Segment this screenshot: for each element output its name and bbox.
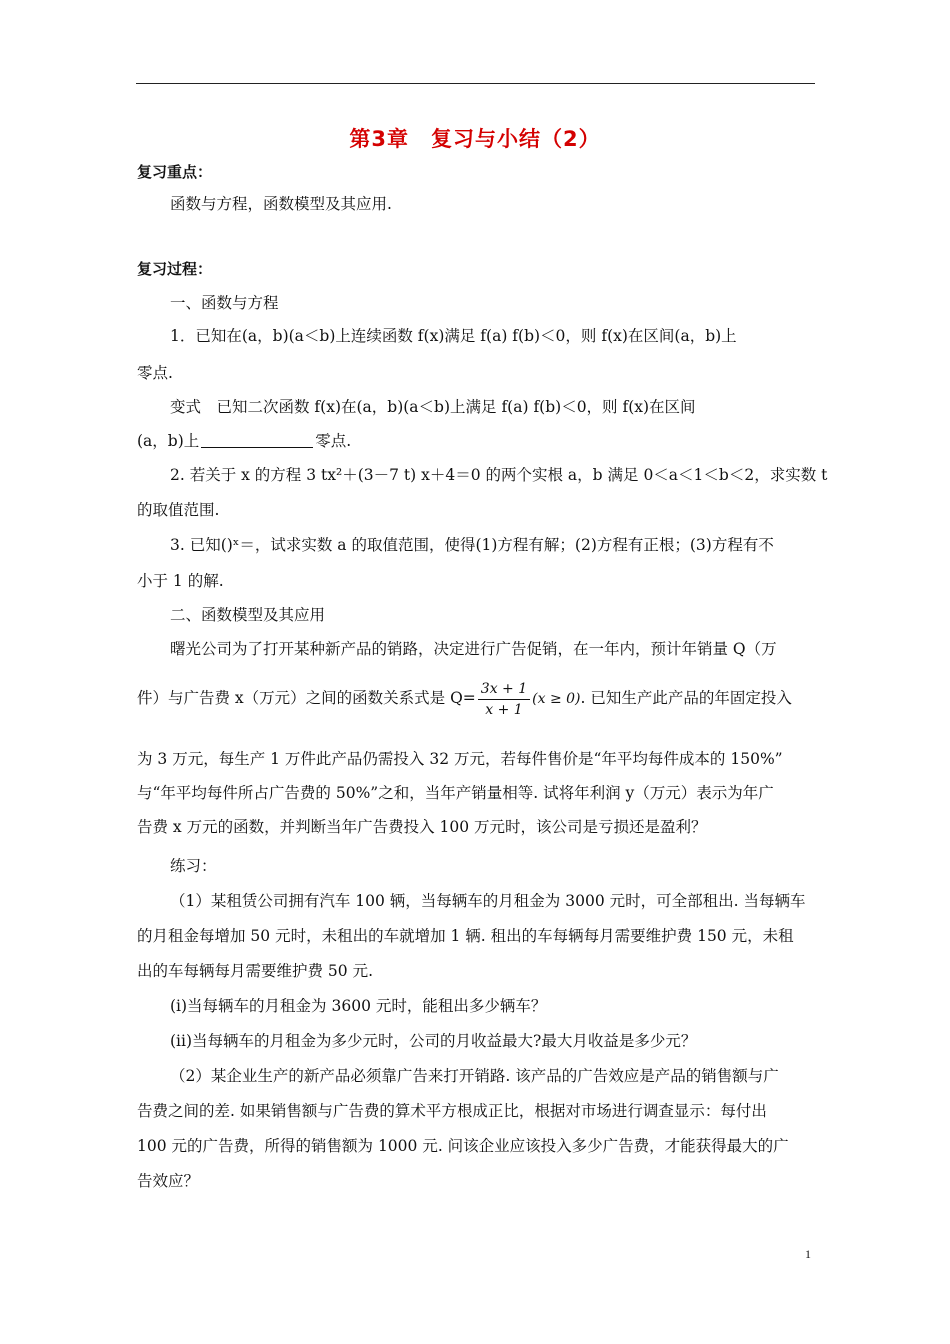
exercise-1-part-ii: (ii)当每辆车的月租金为多少元时，公司的月收益最大?最大月收益是多少元？ [170, 1032, 697, 1050]
section1-heading: 一、函数与方程 [170, 294, 279, 312]
question-1-line1: 1．已知在(a，b)(a＜b)上连续函数 f(x)满足 f(a) f(b)＜0，则 f(x)在区间(a，b)上 [170, 327, 737, 345]
focus-text: 函数与方程，函数模型及其应用. [170, 195, 392, 213]
formula-suffix: . 已知生产此产品的年固定投入 [580, 689, 792, 707]
question-3-line2: 小于 1 的解. [137, 572, 224, 590]
process-heading: 复习过程： [137, 260, 213, 278]
section2-heading: 二、函数模型及其应用 [170, 606, 326, 624]
formula-fraction [478, 679, 530, 720]
question-2-line2: 的取值范围. [137, 501, 220, 519]
question-1-line2: 零点. [137, 364, 173, 382]
variant-line2-prefix: (a，b)上 [137, 432, 200, 450]
answer-blank [201, 431, 313, 448]
exercise-2-line1: （2）某企业生产的新产品必须靠广告来打开销路. 该产品的广告效应是产品的销售额与广 [170, 1067, 779, 1085]
formula-prefix: 件）与广告费 x（万元）之间的函数关系式是 Q= [137, 689, 476, 707]
exercise-2-line2: 告费之间的差. 如果销售额与广告费的算术平方根成正比，根据对市场进行调查显示：每付出 [137, 1102, 767, 1120]
fraction-numerator: 3x + 1 [478, 679, 530, 700]
page-number: 1 [805, 1247, 811, 1261]
exercise-1-line3: 出的车每辆每月需要维护费 50 元. [137, 962, 374, 980]
section2-para-line1: 曙光公司为了打开某种新产品的销路，决定进行广告促销，在一年内，预计年销量 Q（万 [170, 640, 777, 658]
section2-para-line2 [137, 676, 817, 721]
page-title: 第3章 复习与小结（2） [349, 127, 601, 151]
exercise-1-part-i: (i)当每辆车的月租金为 3600 元时，能租出多少辆车？ [170, 997, 547, 1015]
exercise-2-line4: 告效应？ [137, 1172, 200, 1190]
formula-condition: (x ≥ 0) [532, 691, 581, 707]
section2-para-line4: 与“年平均每件所占广告费的 50%”之和，当年产销量相等. 试将年利润 y（万元）表示为年广 [137, 784, 774, 802]
section2-para-line5: 告费 x 万元的函数，并判断当年广告费投入 100 万元时，该公司是亏损还是盈利？ [137, 818, 707, 836]
section2-para-line3: 为 3 万元，每生产 1 万件此产品仍需投入 32 万元，若每件售价是“年平均每件成本的 150%” [137, 750, 783, 768]
question-3-line1: 3. 已知()ˣ＝，试求实数 a 的取值范围，使得(1)方程有解；(2)方程有正根；(3)方程有不 [170, 536, 774, 554]
focus-heading: 复习重点： [137, 163, 213, 181]
header-rule [136, 83, 815, 84]
variant-line2 [137, 430, 817, 452]
exercise-2-line3: 100 元的广告费，所得的销售额为 1000 元. 问该企业应该投入多少广告费，才能获得最大的广 [137, 1137, 789, 1155]
variant-line2-suffix: 零点. [315, 432, 352, 450]
fraction-denominator: x + 1 [485, 701, 523, 718]
practice-heading: 练习： [170, 857, 217, 875]
exercise-1-line2: 的月租金每增加 50 元时，未租出的车就增加 1 辆. 租出的车每辆每月需要维护费 150 元，未租 [137, 927, 794, 945]
exercise-1-line1: （1）某租赁公司拥有汽车 100 辆，当每辆车的月租金为 3000 元时，可全部租出. 当每辆车 [170, 892, 806, 910]
variant-line1: 变式 已知二次函数 f(x)在(a，b)(a＜b)上满足 f(a) f(b)＜0，则 f(x)在区间 [170, 398, 696, 416]
question-2-line1: 2. 若关于 x 的方程 3 tx²＋(3－7 t) x＋4＝0 的两个实根 a，b 满足 0＜a＜1＜b＜2，求实数 t [170, 466, 828, 484]
